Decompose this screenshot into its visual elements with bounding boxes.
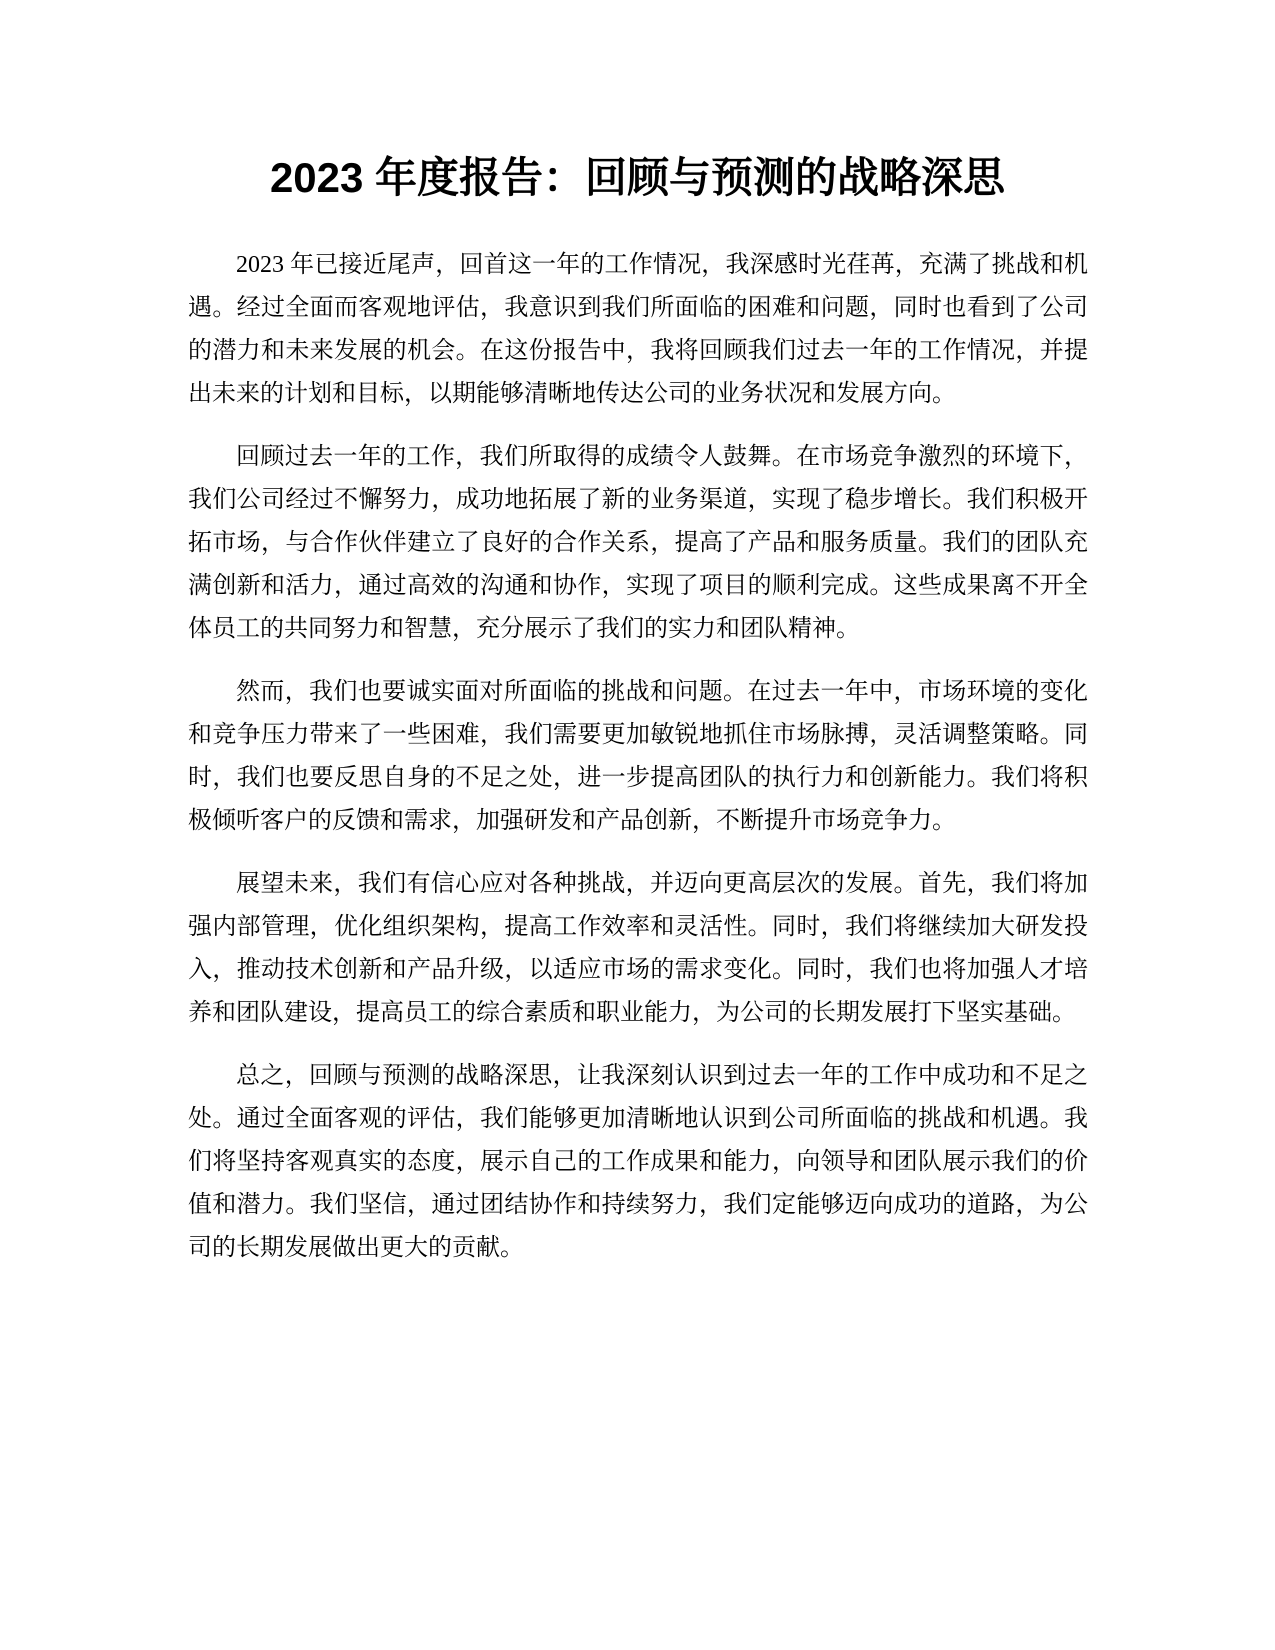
paragraph-1: 2023 年已接近尾声，回首这一年的工作情况，我深感时光荏苒，充满了挑战和机遇。经过全面而客观地评估，我意识到我们所面临的困难和问题，同时也看到了公司的潜力和未来发展的机会。在这份报告中，我将回顾我们过去一年的工作情况，并提出未来的计划和目标，以期能够清晰地传达公司的业务状况和发展方向。 <box>188 252 1088 407</box>
paragraph-5: 总之，回顾与预测的战略深思，让我深刻认识到过去一年的工作中成功和不足之处。通过全面客观的评估，我们能够更加清晰地认识到公司所面临的挑战和机遇。我们将坚持客观真实的态度，展示自己的工作成果和能力，向领导和团队展示我们的价值和潜力。我们坚信，通过团结协作和持续努力，我们定能够迈向成功的道路，为公司的长期发展做出更大的贡献。 <box>188 1063 1088 1261</box>
paragraph-4: 展望未来，我们有信心应对各种挑战，并迈向更高层次的发展。首先，我们将加强内部管理，优化组织架构，提高工作效率和灵活性。同时，我们将继续加大研发投入，推动技术创新和产品升级，以适应市场的需求变化。同时，我们也将加强人才培养和团队建设，提高员工的综合素质和职业能力，为公司的长期发展打下坚实基础。 <box>188 871 1088 1026</box>
paragraph-2: 回顾过去一年的工作，我们所取得的成绩令人鼓舞。在市场竞争激烈的环境下，我们公司经过不懈努力，成功地拓展了新的业务渠道，实现了稳步增长。我们积极开拓市场，与合作伙伴建立了良好的合作关系，提高了产品和服务质量。我们的团队充满创新和活力，通过高效的沟通和协作，实现了项目的顺利完成。这些成果离不开全体员工的共同努力和智慧，充分展示了我们的实力和团队精神。 <box>188 444 1088 642</box>
document-body <box>188 244 1088 1290</box>
document-title: 2023 年度报告：回顾与预测的战略深思 <box>269 154 1006 201</box>
paragraph-3: 然而，我们也要诚实面对所面临的挑战和问题。在过去一年中，市场环境的变化和竞争压力带来了一些困难，我们需要更加敏锐地抓住市场脉搏，灵活调整策略。同时，我们也要反思自身的不足之处，进一步提高团队的执行力和创新能力。我们将积极倾听客户的反馈和需求，加强研发和产品创新，不断提升市场竞争力。 <box>188 679 1088 834</box>
